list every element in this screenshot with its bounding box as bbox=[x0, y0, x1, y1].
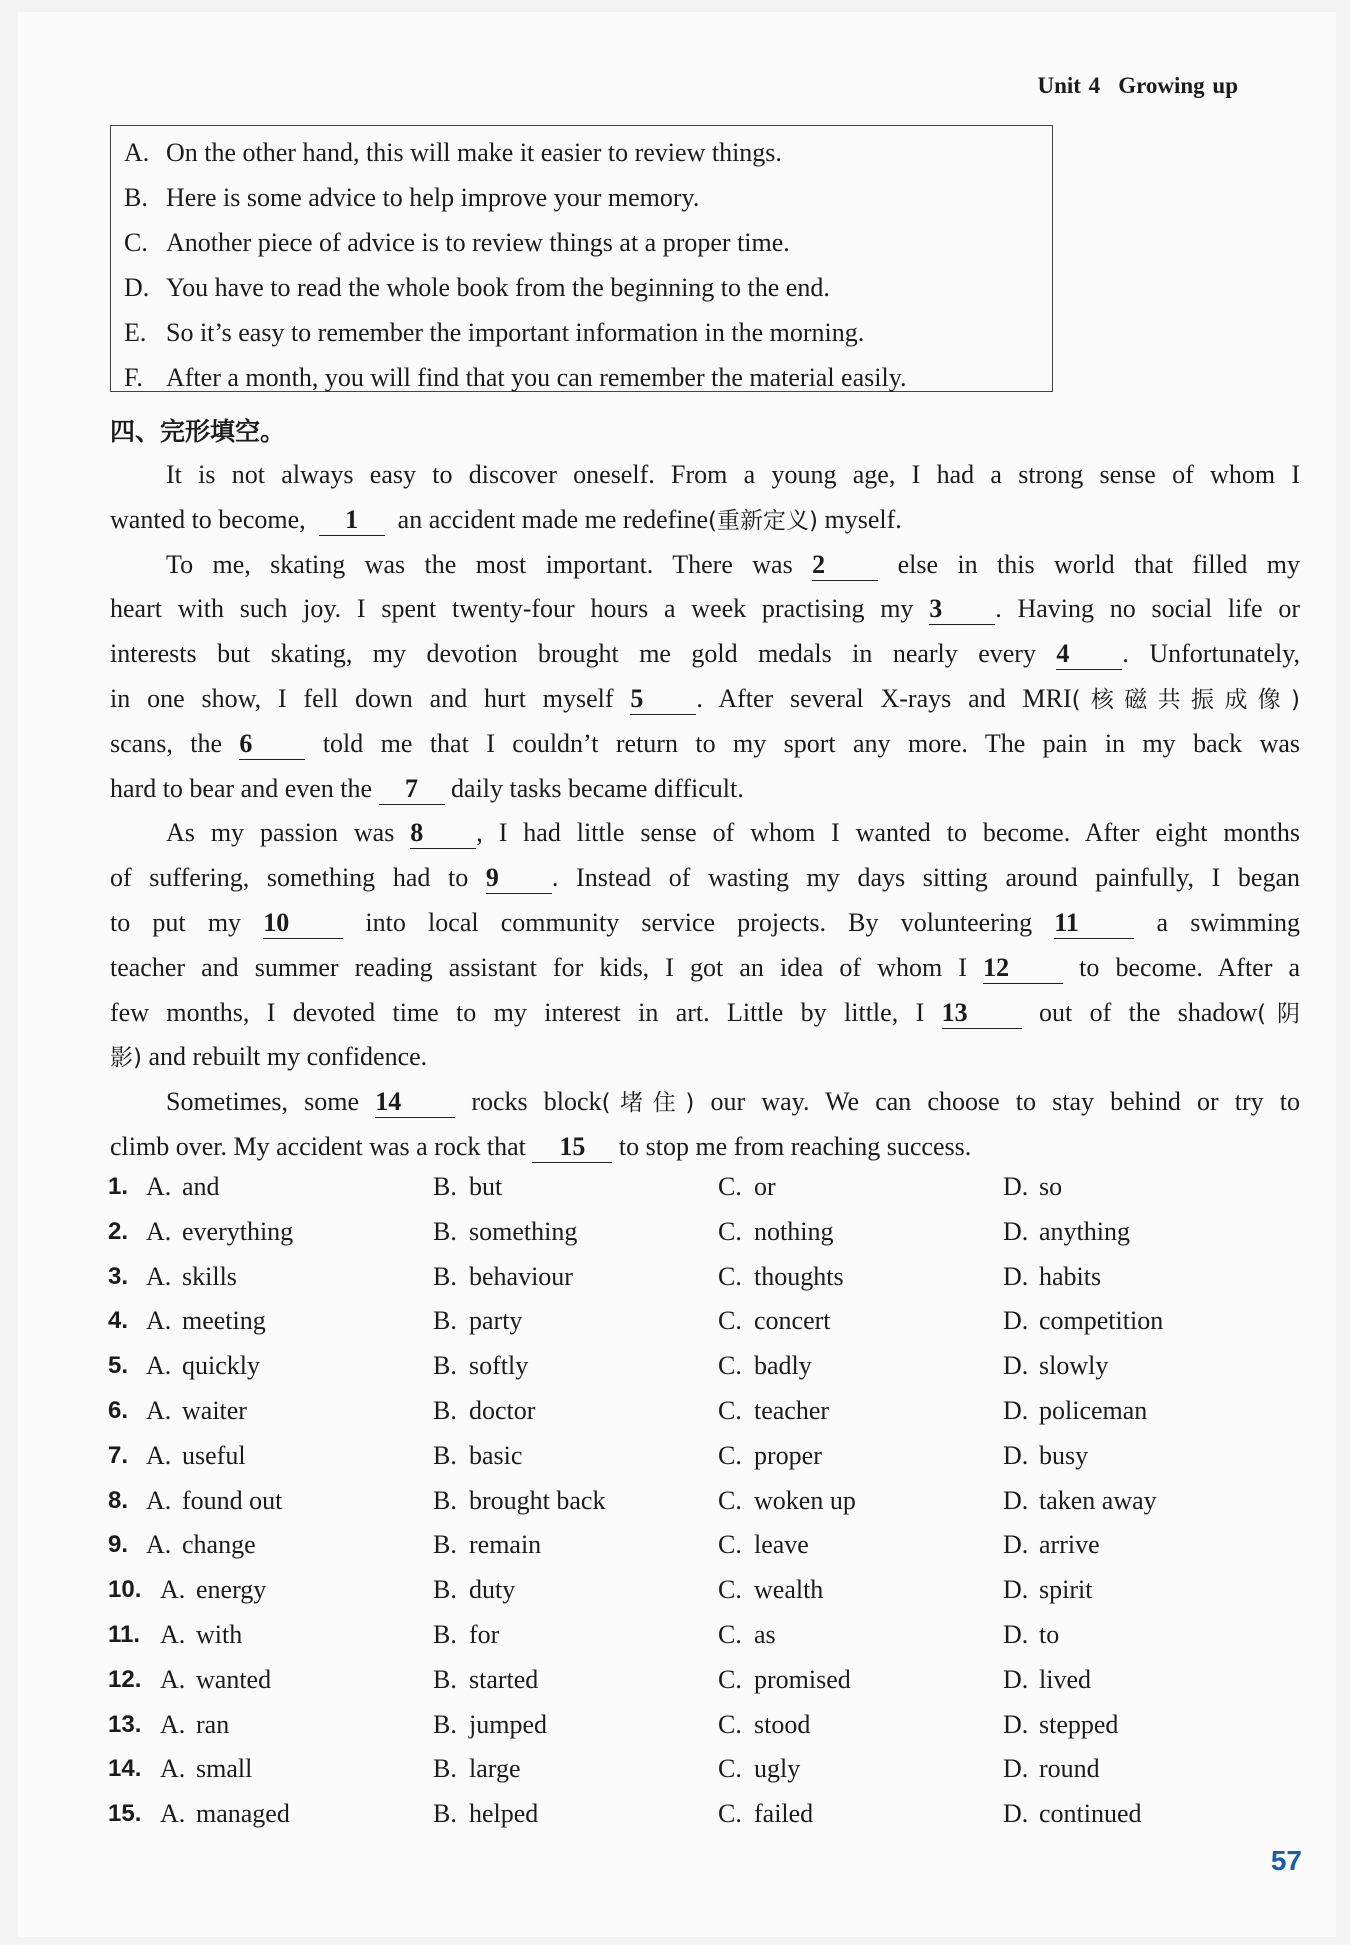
blank[interactable]: 14 bbox=[375, 1087, 455, 1118]
question-row bbox=[108, 1523, 1298, 1568]
option-letter: C. bbox=[718, 1261, 742, 1291]
option-text: taken away bbox=[1039, 1485, 1157, 1515]
blank[interactable]: 4 bbox=[1056, 639, 1122, 670]
option-letter: C. bbox=[718, 1619, 742, 1649]
passage-line: interests but skating, my devotion brought me gold medals in nearly every 4 . Unfortunately, bbox=[110, 639, 1301, 669]
blank[interactable]: 13 bbox=[942, 998, 1022, 1029]
option-text: skills bbox=[182, 1261, 237, 1291]
option-letter: D. bbox=[1003, 1351, 1029, 1381]
option-letter: A. bbox=[146, 1530, 172, 1560]
option-d[interactable] bbox=[1003, 1479, 1157, 1524]
question-number: 3. bbox=[108, 1262, 129, 1290]
option-text: everything bbox=[182, 1216, 294, 1246]
passage-line: in one show, I fell down and hurt myself 5 . After several X-rays and MRI(核磁共振成像) bbox=[110, 683, 1301, 713]
option-text: promised bbox=[754, 1664, 851, 1694]
question-row bbox=[108, 1255, 1298, 1300]
blank[interactable]: 9 bbox=[486, 863, 552, 894]
option-a[interactable] bbox=[146, 1165, 220, 1210]
option-text: teacher bbox=[754, 1395, 830, 1425]
option-text: busy bbox=[1039, 1440, 1089, 1470]
option-c[interactable] bbox=[718, 1658, 851, 1703]
box-option: C. Another piece of advice is to review things at a proper time. bbox=[124, 228, 790, 257]
passage-line: teacher and summer reading assistant for kids, I got an idea of whom I 12 to become. After a bbox=[110, 952, 1301, 982]
option-letter: C. bbox=[718, 1575, 742, 1605]
option-letter: C. bbox=[718, 1664, 742, 1694]
option-letter: B. bbox=[433, 1440, 457, 1470]
question-number: 15. bbox=[108, 1800, 142, 1828]
passage-line: It is not always easy to discover oneself. From a young age, I had a strong sense of whom I bbox=[166, 460, 1300, 489]
option-a[interactable] bbox=[160, 1747, 252, 1792]
option-letter: C. bbox=[718, 1709, 742, 1739]
option-text: wealth bbox=[754, 1575, 824, 1605]
option-b[interactable] bbox=[433, 1523, 541, 1568]
question-row bbox=[108, 1658, 1298, 1703]
question-row bbox=[108, 1703, 1298, 1748]
option-d[interactable] bbox=[1003, 1747, 1100, 1792]
option-letter: A. bbox=[160, 1664, 186, 1694]
option-text: something bbox=[469, 1216, 578, 1246]
option-text: woken up bbox=[754, 1485, 856, 1515]
option-b[interactable] bbox=[433, 1299, 522, 1344]
option-letter: C. bbox=[718, 1172, 742, 1201]
option-letter: D. bbox=[1003, 1799, 1029, 1829]
option-b[interactable] bbox=[433, 1255, 573, 1300]
option-letter: B. bbox=[433, 1709, 457, 1739]
option-c[interactable] bbox=[718, 1523, 809, 1568]
option-c[interactable] bbox=[718, 1210, 833, 1255]
question-row bbox=[108, 1479, 1298, 1524]
question-number: 13. bbox=[108, 1710, 142, 1738]
option-text: ran bbox=[196, 1709, 230, 1739]
option-text: concert bbox=[754, 1306, 831, 1336]
option-text: failed bbox=[754, 1799, 814, 1829]
question-number: 10. bbox=[108, 1576, 142, 1604]
option-text: or bbox=[754, 1172, 776, 1201]
option-d[interactable] bbox=[1003, 1299, 1163, 1344]
option-c[interactable] bbox=[718, 1165, 776, 1210]
option-letter: B. bbox=[433, 1754, 457, 1784]
unit-label: Unit 4 bbox=[1037, 73, 1101, 98]
passage-line: To me, skating was the most important. There was 2 else in this world that filled my bbox=[166, 549, 1301, 579]
blank[interactable]: 1 bbox=[319, 505, 385, 536]
option-letter: D. bbox=[1003, 1754, 1029, 1784]
option-text: softly bbox=[469, 1351, 529, 1381]
box-option: B. Here is some advice to help improve your memory. bbox=[124, 183, 700, 212]
option-letter: D. bbox=[1003, 1530, 1029, 1560]
option-text: large bbox=[469, 1754, 521, 1784]
option-a[interactable] bbox=[146, 1344, 260, 1389]
option-letter: B. bbox=[433, 1172, 457, 1201]
option-text: competition bbox=[1039, 1306, 1164, 1336]
question-row bbox=[108, 1344, 1298, 1389]
option-text: anything bbox=[1039, 1216, 1130, 1246]
option-text: habits bbox=[1039, 1261, 1102, 1291]
passage-line: 影) and rebuilt my confidence. bbox=[110, 1042, 428, 1072]
option-text: policeman bbox=[1039, 1395, 1148, 1425]
option-d[interactable] bbox=[1003, 1658, 1091, 1703]
option-c[interactable] bbox=[718, 1792, 813, 1837]
passage-line: Sometimes, some 14 rocks block(堵住) our way. We can choose to stay behind or try to bbox=[166, 1087, 1301, 1117]
option-text: but bbox=[469, 1172, 503, 1201]
option-d[interactable] bbox=[1003, 1389, 1147, 1434]
option-a[interactable] bbox=[146, 1479, 282, 1524]
option-letter: B. bbox=[433, 1261, 457, 1291]
option-letter: D. bbox=[1003, 1440, 1029, 1470]
question-number: 1. bbox=[108, 1173, 129, 1200]
question-number: 11. bbox=[108, 1620, 141, 1648]
option-letter: D. bbox=[1003, 1575, 1029, 1605]
option-letter: D. bbox=[1003, 1485, 1029, 1515]
option-c[interactable] bbox=[718, 1299, 831, 1344]
option-letter: B. bbox=[433, 1575, 457, 1605]
option-letter: B. bbox=[433, 1619, 457, 1649]
option-d[interactable] bbox=[1003, 1165, 1062, 1210]
option-text: thoughts bbox=[754, 1261, 844, 1291]
option-letter: A. bbox=[146, 1440, 172, 1470]
option-b[interactable] bbox=[433, 1479, 605, 1524]
passage-line: few months, I devoted time to my interest in art. Little by little, I 13 out of the shadow(阴 bbox=[110, 997, 1301, 1027]
question-number: 14. bbox=[108, 1755, 142, 1783]
option-letter: B. bbox=[433, 1485, 457, 1515]
option-a[interactable] bbox=[160, 1703, 229, 1748]
box-option: A. On the other hand, this will make it easier to review things. bbox=[124, 138, 782, 167]
option-a[interactable] bbox=[160, 1568, 266, 1613]
option-text: change bbox=[182, 1530, 256, 1560]
option-text: ugly bbox=[754, 1754, 801, 1784]
question-number: 4. bbox=[108, 1307, 129, 1335]
option-c[interactable] bbox=[718, 1344, 812, 1389]
option-letter: D. bbox=[1003, 1664, 1029, 1694]
option-text: nothing bbox=[754, 1216, 834, 1246]
option-letter: A. bbox=[160, 1799, 186, 1829]
option-text: brought back bbox=[469, 1485, 606, 1515]
option-letter: C. bbox=[718, 1306, 742, 1336]
option-letter: C. bbox=[718, 1440, 742, 1470]
option-a[interactable] bbox=[146, 1299, 266, 1344]
box-option: D. You have to read the whole book from the beginning to the end. bbox=[124, 273, 830, 302]
option-b[interactable] bbox=[433, 1568, 515, 1613]
option-text: jumped bbox=[469, 1709, 547, 1739]
option-a[interactable] bbox=[146, 1210, 293, 1255]
option-text: stepped bbox=[1039, 1709, 1119, 1739]
option-text: wanted bbox=[196, 1664, 272, 1694]
option-text: helped bbox=[469, 1799, 539, 1829]
question-row bbox=[108, 1210, 1298, 1255]
option-b[interactable] bbox=[433, 1434, 522, 1479]
option-c[interactable] bbox=[718, 1479, 856, 1524]
option-letter: D. bbox=[1003, 1395, 1029, 1425]
option-a[interactable] bbox=[146, 1523, 256, 1568]
option-letter: C. bbox=[718, 1351, 742, 1381]
option-letter: B. bbox=[433, 1395, 457, 1425]
blank[interactable]: 8 bbox=[410, 818, 476, 849]
option-letter: C. bbox=[718, 1216, 742, 1246]
option-a[interactable] bbox=[160, 1792, 290, 1837]
option-c[interactable] bbox=[718, 1389, 829, 1434]
option-text: started bbox=[469, 1664, 539, 1694]
option-letter: A. bbox=[160, 1619, 186, 1649]
page-header bbox=[1037, 73, 1238, 99]
option-letter: B. bbox=[433, 1799, 457, 1829]
option-text: so bbox=[1039, 1172, 1063, 1201]
option-b[interactable] bbox=[433, 1165, 502, 1210]
option-b[interactable] bbox=[433, 1747, 521, 1792]
blank[interactable]: 11 bbox=[1054, 908, 1134, 939]
option-b[interactable] bbox=[433, 1658, 538, 1703]
option-a[interactable] bbox=[146, 1434, 246, 1479]
option-c[interactable] bbox=[718, 1613, 776, 1658]
option-letter: C. bbox=[718, 1799, 742, 1829]
option-a[interactable] bbox=[160, 1658, 271, 1703]
blank[interactable]: 12 bbox=[983, 953, 1063, 984]
blank[interactable]: 10 bbox=[263, 908, 343, 939]
box-option: E. So it’s easy to remember the important information in the morning. bbox=[124, 318, 865, 347]
passage-line: to put my 10 into local community service projects. By volunteering 11 a swimming bbox=[110, 907, 1300, 937]
sentence-options-box bbox=[110, 125, 1053, 392]
option-text: party bbox=[469, 1306, 523, 1336]
option-text: behaviour bbox=[469, 1261, 573, 1291]
unit-title: Growing up bbox=[1118, 73, 1238, 98]
option-d[interactable] bbox=[1003, 1568, 1092, 1613]
option-letter: A. bbox=[160, 1754, 186, 1784]
option-d[interactable] bbox=[1003, 1255, 1101, 1300]
box-option: F. After a month, you will find that you can remember the material easily. bbox=[124, 363, 907, 392]
option-letter: D. bbox=[1003, 1172, 1029, 1201]
question-row bbox=[108, 1613, 1298, 1658]
passage-line: hard to bear and even the 7 daily tasks became difficult. bbox=[110, 773, 744, 803]
question-row bbox=[108, 1568, 1298, 1613]
option-text: found out bbox=[182, 1485, 283, 1515]
option-text: doctor bbox=[469, 1395, 536, 1425]
option-text: to bbox=[1039, 1619, 1060, 1649]
option-d[interactable] bbox=[1003, 1344, 1108, 1389]
option-letter: A. bbox=[146, 1172, 172, 1201]
option-letter: D. bbox=[1003, 1261, 1029, 1291]
option-a[interactable] bbox=[160, 1613, 242, 1658]
question-number: 12. bbox=[108, 1665, 142, 1693]
option-letter: A. bbox=[146, 1261, 172, 1291]
question-row bbox=[108, 1389, 1298, 1434]
question-row bbox=[108, 1165, 1298, 1210]
option-letter: B. bbox=[433, 1664, 457, 1694]
option-text: useful bbox=[182, 1440, 246, 1470]
passage-line: scans, the 6 told me that I couldn’t return to my sport any more. The pain in my back was bbox=[110, 728, 1300, 758]
option-a[interactable] bbox=[146, 1255, 237, 1300]
option-letter: B. bbox=[433, 1351, 457, 1381]
option-b[interactable] bbox=[433, 1792, 538, 1837]
option-letter: C. bbox=[718, 1395, 742, 1425]
question-number: 7. bbox=[108, 1441, 129, 1469]
option-letter: A. bbox=[146, 1395, 172, 1425]
option-letter: D. bbox=[1003, 1709, 1029, 1739]
question-number: 5. bbox=[108, 1352, 129, 1380]
question-number: 8. bbox=[108, 1486, 129, 1514]
option-text: proper bbox=[754, 1440, 822, 1470]
option-text: with bbox=[196, 1619, 243, 1649]
passage-line: heart with such joy. I spent twenty-four hours a week practising my 3 . Having no social life or bbox=[110, 594, 1300, 624]
option-text: duty bbox=[469, 1575, 516, 1605]
page-number: 57 bbox=[1270, 1845, 1302, 1876]
question-number: 2. bbox=[108, 1217, 129, 1245]
option-letter: B. bbox=[433, 1216, 457, 1246]
option-d[interactable] bbox=[1003, 1613, 1059, 1658]
blank[interactable]: 6 bbox=[239, 729, 305, 760]
option-text: small bbox=[196, 1754, 253, 1784]
option-letter: D. bbox=[1003, 1216, 1029, 1246]
option-d[interactable] bbox=[1003, 1210, 1130, 1255]
section-title: 四、完形填空。 bbox=[110, 417, 286, 446]
option-text: stood bbox=[754, 1709, 811, 1739]
option-b[interactable] bbox=[433, 1210, 577, 1255]
question-row bbox=[108, 1792, 1298, 1837]
option-text: and bbox=[182, 1172, 220, 1201]
option-text: arrive bbox=[1039, 1530, 1100, 1560]
question-number: 9. bbox=[108, 1531, 129, 1559]
blank[interactable]: 3 bbox=[929, 594, 995, 625]
question-row bbox=[108, 1299, 1298, 1344]
option-text: badly bbox=[754, 1351, 812, 1381]
option-text: basic bbox=[469, 1440, 523, 1470]
option-c[interactable] bbox=[718, 1703, 810, 1748]
option-c[interactable] bbox=[718, 1255, 844, 1300]
option-d[interactable] bbox=[1003, 1792, 1142, 1837]
passage-line: of suffering, something had to 9 . Instead of wasting my days sitting around painfully, I began bbox=[110, 863, 1301, 893]
passage-line: As my passion was 8 , I had little sense of whom I wanted to become. After eight months bbox=[166, 818, 1300, 848]
passage-line: climb over. My accident was a rock that 15 to stop me from reaching success. bbox=[110, 1131, 972, 1161]
option-letter: B. bbox=[433, 1306, 457, 1336]
option-d[interactable] bbox=[1003, 1703, 1118, 1748]
question-row bbox=[108, 1434, 1298, 1479]
option-text: for bbox=[469, 1619, 500, 1649]
option-b[interactable] bbox=[433, 1613, 499, 1658]
option-text: energy bbox=[196, 1575, 267, 1605]
option-text: slowly bbox=[1039, 1351, 1109, 1381]
option-a[interactable] bbox=[146, 1389, 247, 1434]
cloze-passage bbox=[110, 453, 1300, 1170]
option-text: lived bbox=[1039, 1664, 1091, 1694]
option-text: meeting bbox=[182, 1306, 266, 1336]
option-letter: A. bbox=[160, 1709, 186, 1739]
option-text: round bbox=[1039, 1754, 1100, 1784]
option-b[interactable] bbox=[433, 1703, 547, 1748]
option-text: quickly bbox=[182, 1351, 260, 1381]
question-number: 6. bbox=[108, 1396, 129, 1424]
blank[interactable]: 5 bbox=[630, 684, 696, 715]
option-c[interactable] bbox=[718, 1434, 822, 1479]
option-b[interactable] bbox=[433, 1389, 535, 1434]
option-d[interactable] bbox=[1003, 1434, 1088, 1479]
option-b[interactable] bbox=[433, 1344, 528, 1389]
option-text: spirit bbox=[1039, 1575, 1093, 1605]
option-letter: D. bbox=[1003, 1306, 1029, 1336]
option-text: leave bbox=[754, 1530, 809, 1560]
blank[interactable]: 2 bbox=[812, 550, 878, 581]
option-text: continued bbox=[1039, 1799, 1142, 1829]
option-letter: D. bbox=[1003, 1619, 1029, 1649]
option-text: remain bbox=[469, 1530, 542, 1560]
option-letter: A. bbox=[146, 1351, 172, 1381]
answer-options bbox=[108, 1165, 1298, 1837]
option-letter: B. bbox=[433, 1530, 457, 1560]
option-d[interactable] bbox=[1003, 1523, 1100, 1568]
option-letter: A. bbox=[160, 1575, 186, 1605]
option-c[interactable] bbox=[718, 1747, 800, 1792]
option-letter: A. bbox=[146, 1485, 172, 1515]
blank[interactable]: 15 bbox=[532, 1132, 612, 1163]
option-letter: A. bbox=[146, 1216, 172, 1246]
blank[interactable]: 7 bbox=[379, 774, 445, 805]
option-text: as bbox=[754, 1619, 776, 1649]
option-letter: A. bbox=[146, 1306, 172, 1336]
option-letter: C. bbox=[718, 1530, 742, 1560]
option-letter: C. bbox=[718, 1485, 742, 1515]
option-c[interactable] bbox=[718, 1568, 823, 1613]
question-row bbox=[108, 1747, 1298, 1792]
option-letter: C. bbox=[718, 1754, 742, 1784]
passage-line: wanted to become, 1 an accident made me redefine(重新定义) myself. bbox=[110, 504, 902, 534]
option-text: waiter bbox=[182, 1395, 247, 1425]
option-text: managed bbox=[196, 1799, 290, 1829]
